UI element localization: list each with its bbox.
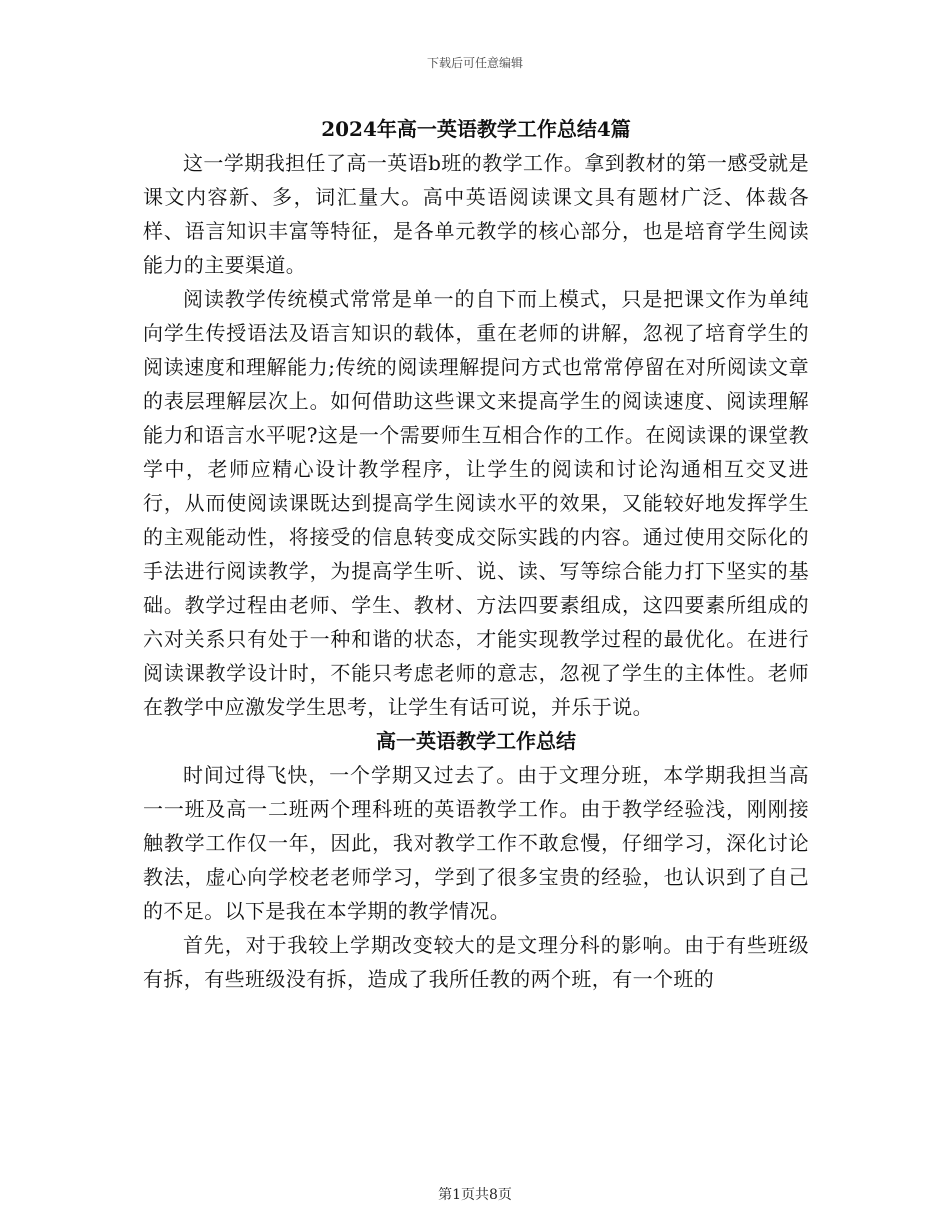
document-title: 2024年高一英语教学工作总结4篇 xyxy=(321,117,631,141)
paragraph: 阅读教学传统模式常常是单一的自下而上模式，只是把课文作为单纯向学生传授语法及语言知识的载体，重在老师的讲解，忽视了培育学生的阅读速度和理解能力;传统的阅读理解提问方式也常常停留在对所阅读文章的表层理解层次上。如何借助这些课文来提高学生的阅读速度、阅读理解能力和语言水平呢?这是一个需要师生互相合作的工作。在阅读课的课堂教学中，老师应精心设计教学程序，让学生的阅读和讨论沟通相互交叉进行，从而使阅读课既达到提高学生阅读水平的效果，又能较好地发挥学生的主观能动性，将接受的信息转变成交际实践的内容。通过使用交际化的手法进行阅读教学，为提高学生听、说、读、写等综合能力打下坚实的基础。教学过程由老师、学生、教材、方法四要素组成，这四要素所组成的六对关系只有处于一种和谐的状态，才能实现教学过程的最优化。在进行阅读课教学设计时，不能只考虑老师的意志，忽视了学生的主体性。老师在教学中应激发学生思考，让学生有话可说，并乐于说。 xyxy=(143,287,809,719)
paragraph: 这一学期我担任了高一英语b班的教学工作。拿到教材的第一感受就是课文内容新、多，词汇量大。高中英语阅读课文具有题材广泛、体裁各样、语言知识丰富等特征，是各单元教学的核心部分，也是培育学生阅读能力的主要渠道。 xyxy=(143,151,809,277)
page-footer: 第1页共8页 xyxy=(438,1187,512,1203)
section-title: 高一英语教学工作总结 xyxy=(376,729,576,753)
document-body xyxy=(143,112,809,996)
paragraph: 首先，对于我较上学期改变较大的是文理分科的影响。由于有些班级有拆，有些班级没有拆，造成了我所任教的两个班，有一个班的 xyxy=(143,933,809,991)
paragraph: 时间过得飞快，一个学期又过去了。由于文理分班，本学期我担当高一一班及高一二班两个理科班的英语教学工作。由于教学经验浅，刚刚接触教学工作仅一年，因此，我对教学工作不敢怠慢，仔细学习，深化讨论教法，虚心向学校老老师学习，学到了很多宝贵的经验，也认识到了自己的不足。以下是我在本学期的教学情况。 xyxy=(143,763,809,923)
page-header: 下载后可任意编辑 xyxy=(426,56,523,70)
